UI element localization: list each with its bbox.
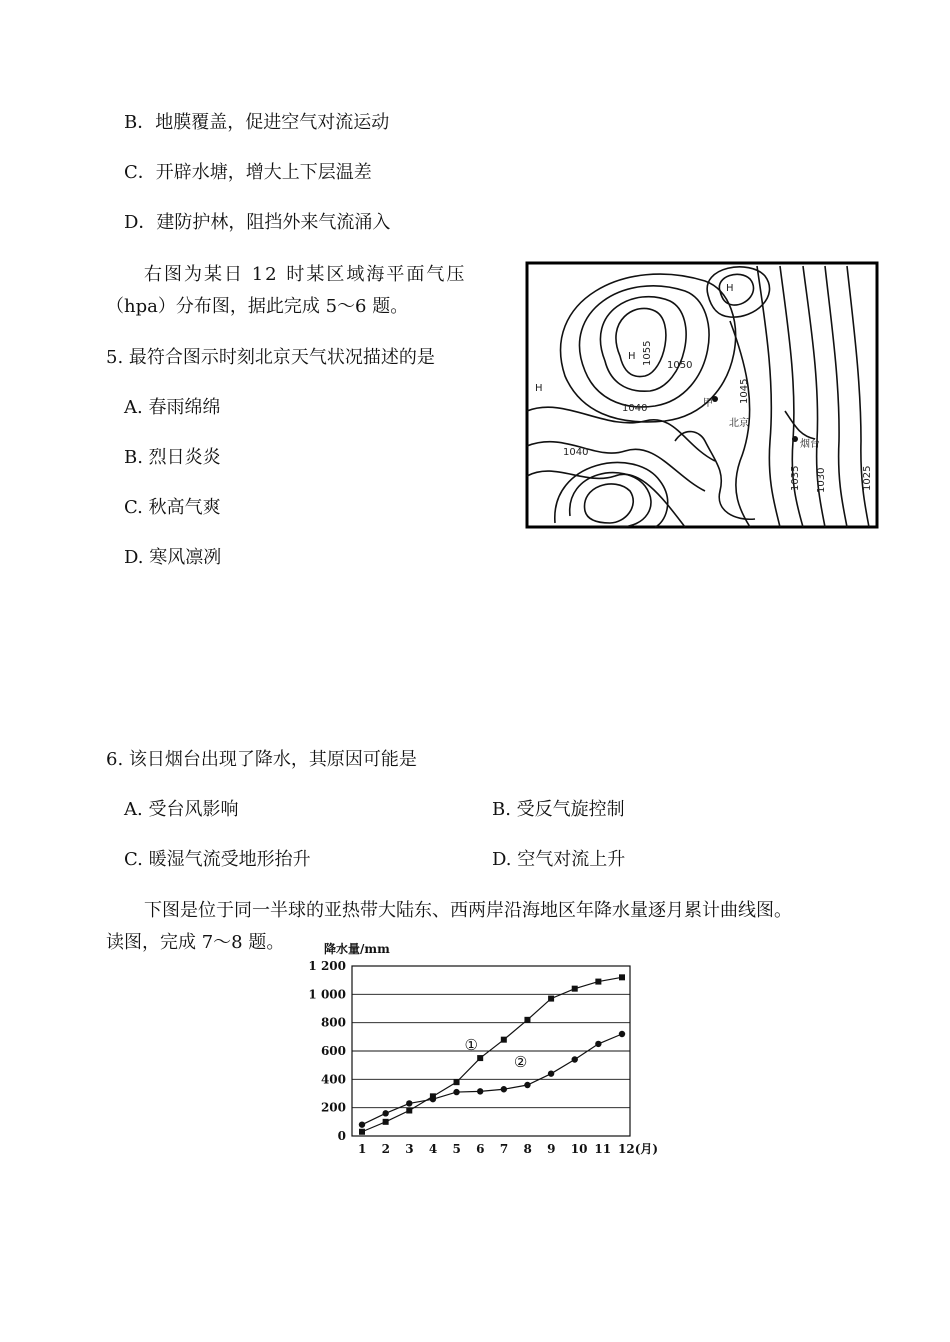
series-2-label: ② bbox=[513, 1053, 528, 1071]
series-2-point bbox=[477, 1088, 483, 1094]
series-2-point bbox=[595, 1041, 601, 1047]
map-label-1050: 1050 bbox=[667, 360, 693, 371]
x-tick-label: 1 bbox=[358, 1142, 367, 1156]
series-1-label: ① bbox=[464, 1036, 478, 1055]
q5-option-b: B. 烈日炎炎 bbox=[124, 447, 221, 468]
x-tick-label: 2 bbox=[381, 1142, 390, 1156]
option-b-prev: B．地膜覆盖，促进空气对流运动 bbox=[124, 112, 390, 133]
map-label-1055: 1055 bbox=[642, 340, 653, 366]
map-label-1030: 1030 bbox=[816, 467, 827, 493]
isobar-map bbox=[525, 261, 879, 529]
map-label-jia: 甲 bbox=[703, 398, 713, 409]
x-tick-label: 12(月) bbox=[618, 1142, 659, 1156]
x-tick-label: 11 bbox=[594, 1142, 612, 1156]
x-tick-label: 6 bbox=[476, 1142, 485, 1156]
map-label-yantai: 烟台 bbox=[800, 439, 820, 450]
y-tick-label: 1 000 bbox=[308, 987, 346, 1002]
map-label-h-top: H bbox=[726, 283, 734, 294]
map-label-h-mid: H bbox=[628, 351, 636, 362]
series-2-point bbox=[501, 1086, 507, 1092]
precipitation-chart bbox=[296, 938, 666, 1168]
map-label-1045: 1045 bbox=[739, 378, 750, 404]
y-tick-label: 1 200 bbox=[308, 959, 346, 973]
x-tick-label: 5 bbox=[452, 1142, 461, 1156]
y-tick-label: 200 bbox=[320, 1100, 346, 1115]
option-c-prev: C．开辟水塘，增大上下层温差 bbox=[124, 162, 372, 183]
map-label-beijing: 北京 bbox=[729, 418, 749, 429]
x-tick-label: 3 bbox=[405, 1142, 414, 1156]
series-1-point bbox=[548, 996, 554, 1002]
y-tick-label: 600 bbox=[320, 1044, 346, 1058]
series-1-point bbox=[619, 974, 625, 980]
series-1-point bbox=[383, 1119, 389, 1125]
series-1-point bbox=[454, 1079, 460, 1085]
map-label-1040-a: 1040 bbox=[622, 403, 648, 414]
series-1-point bbox=[406, 1108, 412, 1114]
map-label-1040-b: 1040 bbox=[563, 447, 589, 458]
y-tick-label: 0 bbox=[337, 1129, 346, 1143]
q6-option-c: C. 暖湿气流受地形抬升 bbox=[124, 849, 311, 870]
map-label-1025: 1025 bbox=[862, 465, 873, 491]
x-tick-label: 10 bbox=[570, 1142, 588, 1156]
series-1-point bbox=[595, 979, 601, 985]
series-1-point bbox=[524, 1017, 530, 1023]
intro-5-6-line1: 右图为某日 12 时某区域海平面气压 bbox=[144, 264, 467, 285]
y-tick-label: 400 bbox=[320, 1072, 346, 1087]
series-1-point bbox=[501, 1037, 507, 1043]
series-1-point bbox=[477, 1055, 483, 1061]
q6-option-a: A. 受台风影响 bbox=[124, 799, 239, 820]
series-1-point bbox=[359, 1129, 365, 1135]
q5-option-a: A. 春雨绵绵 bbox=[124, 397, 221, 418]
series-2-point bbox=[524, 1082, 530, 1088]
series-2-point bbox=[548, 1070, 554, 1076]
chart-y-axis-label: 降水量/mm bbox=[324, 942, 390, 956]
q5-option-d: D. 寒风凛冽 bbox=[124, 547, 222, 568]
x-tick-label: 4 bbox=[428, 1142, 438, 1156]
q6-option-d: D. 空气对流上升 bbox=[492, 849, 626, 870]
y-tick-label: 800 bbox=[320, 1015, 346, 1030]
series-2-point bbox=[619, 1031, 625, 1037]
option-d-prev: D．建防护林，阻挡外来气流涌入 bbox=[124, 212, 391, 233]
q5-option-c: C. 秋高气爽 bbox=[124, 497, 221, 518]
series-2-point bbox=[453, 1089, 459, 1095]
x-tick-label: 9 bbox=[547, 1142, 556, 1156]
q6-option-b: B. 受反气旋控制 bbox=[492, 799, 625, 820]
series-2-point bbox=[406, 1100, 412, 1106]
series-2-point bbox=[382, 1110, 388, 1116]
x-tick-label: 8 bbox=[523, 1142, 532, 1156]
series-1-point bbox=[572, 986, 578, 992]
map-label-h-left: H bbox=[535, 383, 543, 394]
series-2-point bbox=[430, 1096, 436, 1102]
series-2-point bbox=[359, 1121, 365, 1127]
intro-7-8-line1: 下图是位于同一半球的亚热带大陆东、西两岸沿海地区年降水量逐月累计曲线图。 bbox=[144, 900, 792, 921]
question-5-stem: 5. 最符合图示时刻北京天气状况描述的是 bbox=[106, 347, 435, 368]
intro-7-8-line2: 读图，完成 7～8 题。 bbox=[106, 932, 285, 953]
map-label-1035: 1035 bbox=[790, 465, 801, 491]
intro-5-6-line2: （hpa）分布图，据此完成 5～6 题。 bbox=[106, 296, 409, 317]
series-2-point bbox=[572, 1056, 578, 1062]
question-6-stem: 6. 该日烟台出现了降水，其原因可能是 bbox=[106, 749, 417, 770]
x-tick-label: 7 bbox=[499, 1142, 509, 1156]
